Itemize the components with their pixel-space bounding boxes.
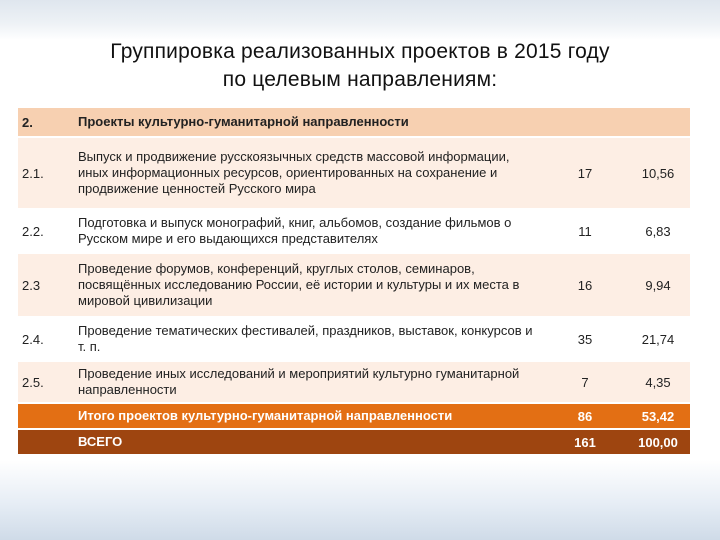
row-label: Проведение тематических фестивалей, праздников, выставок, конкурсов и т. п.: [74, 317, 544, 361]
row-percent: 9,94: [626, 253, 690, 317]
row-label: Проведение форумов, конференций, круглых столов, семинаров, посвящённых исследованию России, её истории и культуры и их места в мировой цивилизации: [74, 253, 544, 317]
slide-title: [0, 38, 720, 94]
top-background-band: [0, 0, 720, 40]
subtotal-row: [18, 403, 690, 429]
grand-total-label: ВСЕГО: [74, 429, 544, 455]
subtotal-count: 86: [544, 403, 626, 429]
row-number: 2.3: [18, 253, 74, 317]
header-count-cell: [544, 108, 626, 137]
subtotal-number-cell: [18, 403, 74, 429]
row-number: 2.2.: [18, 209, 74, 253]
row-count: 16: [544, 253, 626, 317]
grand-total-percent: 100,00: [626, 429, 690, 455]
row-count: 35: [544, 317, 626, 361]
row-count: 17: [544, 137, 626, 209]
header-label: Проекты культурно-гуманитарной направленности: [74, 108, 544, 137]
table-header-row: [18, 108, 690, 137]
header-percent-cell: [626, 108, 690, 137]
projects-table: [18, 108, 690, 456]
row-label: Выпуск и продвижение русскоязычных средств массовой информации, иных информационных ресурсов, ориентированных на сохранение и продвижение ценностей Русского мира: [74, 137, 544, 209]
row-label: Подготовка и выпуск монографий, книг, альбомов, создание фильмов о Русском мире и его выдающихся представителях: [74, 209, 544, 253]
row-percent: 4,35: [626, 361, 690, 403]
header-number: 2.: [18, 108, 74, 137]
row-count: 11: [544, 209, 626, 253]
table-row: [18, 317, 690, 361]
row-count: 7: [544, 361, 626, 403]
row-percent: 21,74: [626, 317, 690, 361]
row-percent: 6,83: [626, 209, 690, 253]
slide-title-line-1: Группировка реализованных проектов в 2015 году: [110, 40, 610, 63]
row-number: 2.1.: [18, 137, 74, 209]
row-label: Проведение иных исследований и мероприятий культурно гуманитарной направленности: [74, 361, 544, 403]
grand-total-number-cell: [18, 429, 74, 455]
bottom-background-band: [0, 460, 720, 540]
table-row: [18, 361, 690, 403]
subtotal-percent: 53,42: [626, 403, 690, 429]
grand-total-row: [18, 429, 690, 455]
table-row: [18, 137, 690, 209]
row-percent: 10,56: [626, 137, 690, 209]
row-number: 2.5.: [18, 361, 74, 403]
subtotal-label: Итого проектов культурно-гуманитарной направленности: [74, 403, 544, 429]
table-row: [18, 253, 690, 317]
slide-title-line-2: по целевым направлениям:: [222, 68, 498, 91]
row-number: 2.4.: [18, 317, 74, 361]
table-row: [18, 209, 690, 253]
grand-total-count: 161: [544, 429, 626, 455]
